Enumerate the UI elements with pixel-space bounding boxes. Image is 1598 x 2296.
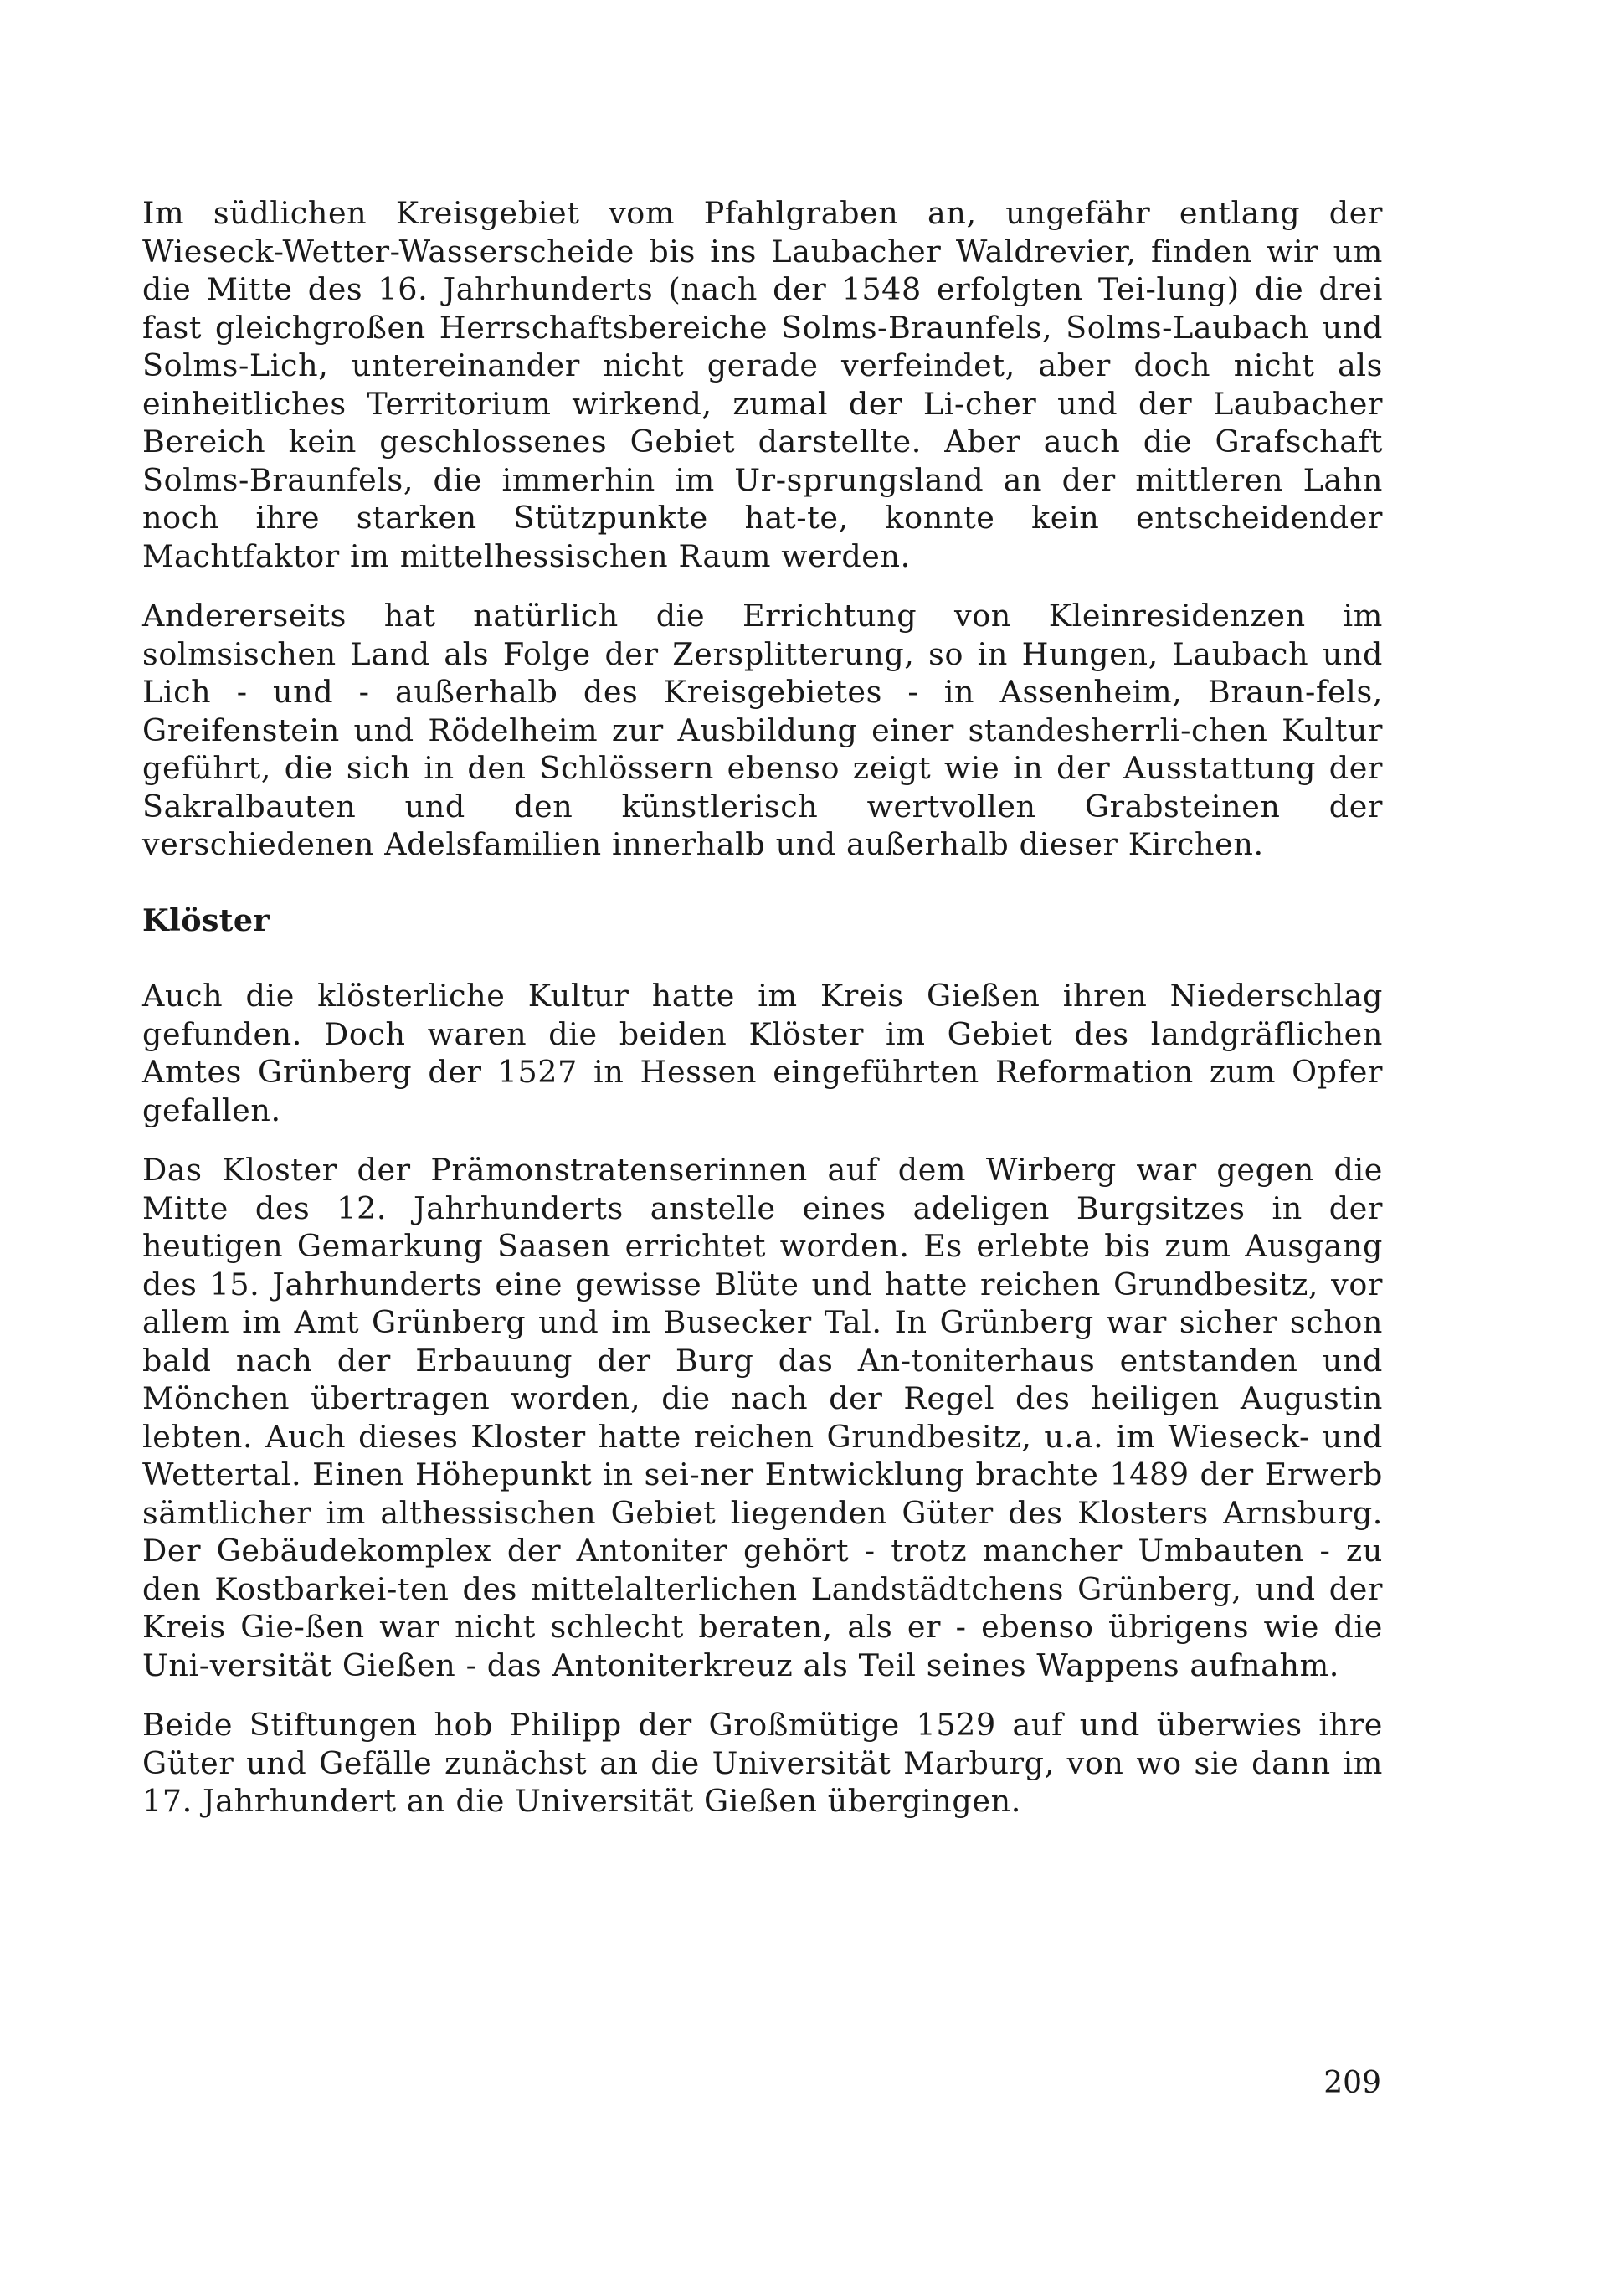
page-number: 209 [1323, 2066, 1381, 2100]
section-heading-kloester: Klöster [142, 901, 270, 938]
paragraph-kleinresidenzen: Andererseits hat natürlich die Errichtung von Kleinresidenzen im solmsischen Land als Folge der Zersplitterung, so in Hungen, Laubach und Lich - und - außerhalb des Kreisgebietes - in Assenheim, Braun-fels, Greifenstein und Rödelheim zur Ausbildung einer standesherrli-chen Kultur geführt, die sich in den Schlössern ebenso zeigt wie in der Ausstattung der Sakralbauten und den künstlerisch wertvollen Grabsteinen der verschiedenen Adelsfamilien innerhalb und außerhalb dieser Kirchen. [142, 598, 1383, 862]
body-text [142, 194, 1383, 1842]
paragraph-stiftungen: Beide Stiftungen hob Philipp der Großmütige 1529 auf und überwies ihre Güter und Gefälle zunächst an die Universität Marburg, von wo sie dann im 17. Jahrhundert an die Universität Gießen übergingen. [142, 1707, 1383, 1819]
paragraph-solms-territories: Im südlichen Kreisgebiet vom Pfahlgraben an, ungefähr entlang der Wieseck-Wetter-Wasserscheide bis ins Laubacher Waldrevier, finden wir um die Mitte des 16. Jahrhunderts (nach der 1548 erfolgten Tei-lung) die drei fast gleichgroßen Herrschaftsbereiche Solms-Braunfels, Solms-Laubach und Solms-Lich, untereinander nicht gerade verfeindet, aber doch nicht als einheitliches Territorium wirkend, zumal der Li-cher und der Laubacher Bereich kein geschlossenes Gebiet darstellte. Aber auch die Grafschaft Solms-Braunfels, die immerhin im Ur-sprungsland an der mittleren Lahn noch ihre starken Stützpunkte hat-te, konnte kein entscheidender Machtfaktor im mittelhessischen Raum werden. [142, 195, 1383, 574]
paragraph-wirberg-antoniter: Das Kloster der Prämonstratenserinnen auf dem Wirberg war gegen die Mitte des 12. Jahrhunderts anstelle eines adeligen Burgsitzes in der heutigen Gemarkung Saasen errichtet worden. Es erlebte bis zum Ausgang des 15. Jahrhunderts eine gewisse Blüte und hatte reichen Grundbesitz, vor allem im Amt Grünberg und im Busecker Tal. In Grünberg war sicher schon bald nach der Erbauung der Burg das An-toniterhaus entstanden und Mönchen übertragen worden, die nach der Regel des heiligen Augustin lebten. Auch dieses Kloster hatte reichen Grundbesitz, u.a. im Wieseck- und Wettertal. Einen Höhepunkt in sei-ner Entwicklung brachte 1489 der Erwerb sämtlicher im althessischen Gebiet liegenden Güter des Klosters Arnsburg. Der Gebäudekomplex der Antoniter gehört - trotz mancher Umbauten - zu den Kostbarkei-ten des mittelalterlichen Landstädtchens Grünberg, und der Kreis Gie-ßen war nicht schlecht beraten, als er - ebenso übrigens wie die Uni-versität Gießen - das Antoniterkreuz als Teil seines Wappens aufnahm. [142, 1152, 1383, 1683]
paragraph-kloesterliche-kultur: Auch die klösterliche Kultur hatte im Kreis Gießen ihren Niederschlag gefunden. Doch waren die beiden Klöster im Gebiet des landgräflichen Amtes Grünberg der 1527 in Hessen eingeführten Reformation zum Opfer gefallen. [142, 978, 1383, 1128]
